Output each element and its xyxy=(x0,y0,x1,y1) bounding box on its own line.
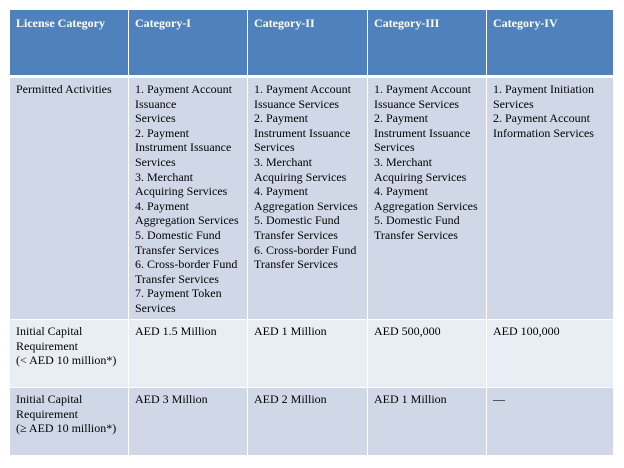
header-category-3: Category-III xyxy=(368,10,487,78)
cell-line: 4. Payment xyxy=(374,184,428,199)
cell-category-3-capital-10m-or-more xyxy=(368,388,487,455)
cell-line: Transfer Services xyxy=(254,257,338,272)
cell-line: Instrument Issuance xyxy=(135,140,232,155)
cell-line: Information Services xyxy=(493,125,594,140)
cell-category-3-capital-below-10m xyxy=(368,320,487,388)
header-category-4: Category-IV xyxy=(487,10,613,78)
cell-line: 5. Domestic Fund xyxy=(374,213,460,228)
cell-line: Issuance Services xyxy=(374,96,459,111)
cell-line: AED 2 Million xyxy=(254,392,327,406)
cell-line: AED 1 Million xyxy=(254,324,327,338)
cell-line: 3. Merchant xyxy=(254,154,312,169)
cell-category-1-capital-below-10m xyxy=(129,320,248,388)
cell-line: 5. Domestic Fund xyxy=(135,227,221,242)
row-label-initial-capital-10m-or-more xyxy=(10,388,129,455)
cell-line: 1. Payment Initiation xyxy=(493,82,594,96)
header-row xyxy=(10,10,613,78)
cell-line: Services xyxy=(374,140,415,155)
cell-line: Services xyxy=(493,96,534,111)
cell-line: Aggregation Services xyxy=(374,198,478,213)
cell-line: (< AED 10 million*) xyxy=(16,353,117,368)
cell-line: Permitted Activities xyxy=(16,82,112,96)
cell-line: 2. Payment Account xyxy=(493,111,590,126)
cell-line: AED 100,000 xyxy=(493,324,560,338)
cell-line: Instrument Issuance xyxy=(254,125,351,140)
cell-line: 3. Merchant xyxy=(374,154,432,169)
cell-line: 2. Payment xyxy=(374,111,428,126)
cell-line: AED 500,000 xyxy=(374,324,441,338)
cell-line: AED 3 Million xyxy=(135,392,208,406)
header-category-1: Category-I xyxy=(129,10,248,78)
cell-line: 1. Payment Account xyxy=(374,82,471,96)
cell-line: Aggregation Services xyxy=(135,213,239,228)
table-row xyxy=(10,320,613,388)
cell-line: Requirement xyxy=(16,406,78,421)
cell-category-4-capital-10m-or-more xyxy=(487,388,613,455)
cell-line: Requirement xyxy=(16,338,78,353)
cell-line: 4. Payment xyxy=(254,184,308,199)
cell-line: 2. Payment xyxy=(135,125,189,140)
cell-category-2-capital-10m-or-more xyxy=(248,388,368,455)
cell-line: Instrument Issuance xyxy=(374,125,471,140)
table-row xyxy=(10,78,613,320)
cell-line: (≥ AED 10 million*) xyxy=(16,421,117,436)
header-license-category: License Category xyxy=(10,10,129,78)
cell-line: 6. Cross-border Fund xyxy=(254,242,357,257)
cell-category-1-activities xyxy=(129,78,248,320)
cell-line: AED 1 Million xyxy=(374,392,447,406)
cell-line: 4. Payment xyxy=(135,198,189,213)
cell-line: Transfer Services xyxy=(135,242,219,257)
cell-line: Services xyxy=(135,154,176,169)
license-category-table xyxy=(10,10,613,455)
cell-line: 3. Merchant xyxy=(135,169,193,184)
cell-line: 1. Payment Account xyxy=(254,82,351,96)
cell-line: Issuance xyxy=(135,96,177,111)
cell-line: Aggregation Services xyxy=(254,198,358,213)
cell-category-4-activities xyxy=(487,78,613,320)
row-label-permitted-activities xyxy=(10,78,129,320)
cell-line: 1. Payment Account xyxy=(135,82,232,96)
cell-line: — xyxy=(493,392,505,406)
cell-line: Acquiring Services xyxy=(135,184,228,199)
cell-line: AED 1.5 Million xyxy=(135,324,217,338)
cell-line: Transfer Services xyxy=(254,227,338,242)
cell-category-2-capital-below-10m xyxy=(248,320,368,388)
cell-line: Transfer Services xyxy=(135,271,219,286)
cell-category-3-activities xyxy=(368,78,487,320)
cell-line: Services xyxy=(135,111,176,126)
cell-line: Issuance Services xyxy=(254,96,339,111)
cell-line: Initial Capital xyxy=(16,392,83,406)
cell-line: Acquiring Services xyxy=(374,169,467,184)
cell-line: Acquiring Services xyxy=(254,169,347,184)
cell-line: 2. Payment xyxy=(254,111,308,126)
cell-line: 7. Payment Token xyxy=(135,286,222,301)
cell-line: Initial Capital xyxy=(16,324,83,338)
cell-category-2-activities xyxy=(248,78,368,320)
cell-category-4-capital-below-10m xyxy=(487,320,613,388)
table-row xyxy=(10,388,613,455)
cell-line: Services xyxy=(254,140,295,155)
cell-line: 6. Cross-border Fund xyxy=(135,257,238,272)
cell-line: Transfer Services xyxy=(374,227,458,242)
cell-line: 5. Domestic Fund xyxy=(254,213,340,228)
cell-category-1-capital-10m-or-more xyxy=(129,388,248,455)
row-label-initial-capital-below-10m xyxy=(10,320,129,388)
cell-line: Services xyxy=(135,300,176,315)
header-category-2: Category-II xyxy=(248,10,368,78)
